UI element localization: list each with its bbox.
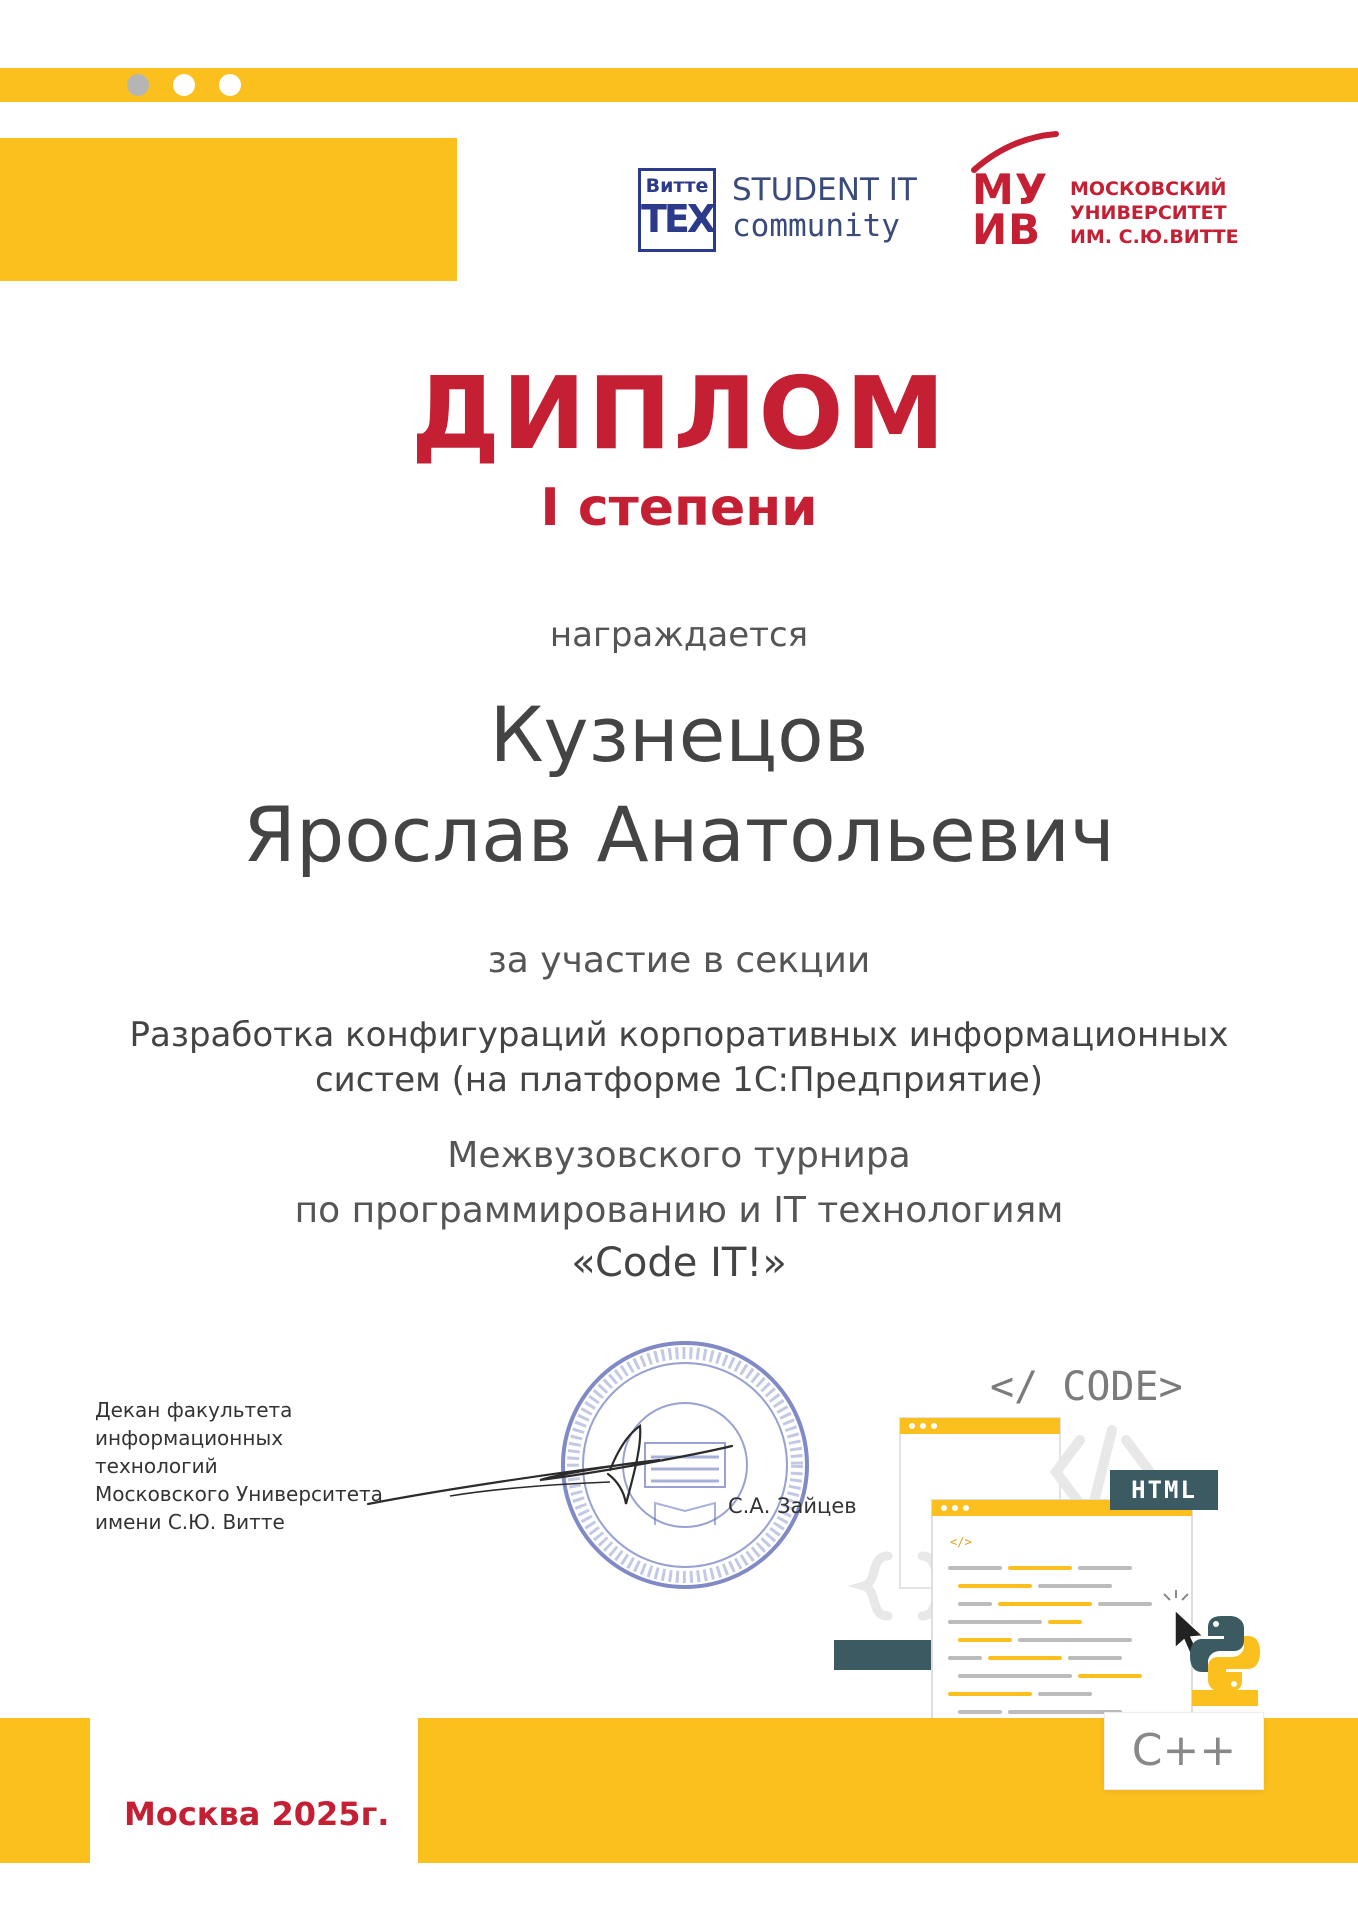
code-illustration [830,1400,1290,1760]
diploma-title: ДИПЛОМ [410,355,948,472]
recipient-surname: Кузнецов [489,690,869,779]
dean-title-line: технологий [95,1454,218,1478]
dean-title-line: Декан факультета [95,1398,293,1422]
dean-signature-icon [360,1400,740,1520]
diploma-degree: I степени [540,478,818,538]
tournament-name: «Code IT!» [571,1240,787,1286]
awarded-label: награждается [549,615,809,655]
student-it-label: STUDENT IT [732,172,917,208]
top-left-accent-block [0,138,457,281]
tournament-line: Межвузовского турнира [447,1135,911,1176]
code-title-label: </ CODE> [990,1364,1183,1410]
vitte-tex-logo [638,168,716,252]
community-label: community [732,208,900,244]
dean-title-line: Московского Университета [95,1482,383,1506]
vitte-logo-tex-text: TEX [641,197,714,241]
vitte-logo-top-text: Витте [645,175,709,197]
muiv-logo-line: МОСКОВСКИЙ [1070,178,1227,200]
section-name-line: Разработка конфигураций корпоративных информационных [129,1015,1229,1055]
window-dot-icon [219,74,241,96]
dean-title-line: информационных [95,1426,284,1450]
recipient-given-names: Ярослав Анатольевич [243,790,1115,879]
window-dot-icon [127,74,149,96]
muiv-logo-mu: МУ [972,165,1049,214]
muiv-logo-iv: ИВ [972,205,1042,254]
svg-text:</>: </> [950,1535,972,1549]
city-year-label: Москва 2025г. [124,1795,390,1833]
section-name-line: систем (на платформе 1С:Предприятие) [314,1060,1044,1100]
dean-title-line: имени С.Ю. Витте [95,1510,285,1534]
participation-label: за участие в секции [487,940,871,981]
cpp-label-box [1104,1712,1264,1790]
html-badge: HTML [1110,1470,1218,1510]
signer-name: С.А. Зайцев [728,1494,857,1518]
python-logo-icon [1190,1616,1260,1692]
cpp-label: C++ [1131,1725,1237,1776]
tournament-line: по программированию и IT технологиям [294,1190,1064,1231]
window-dot-icon [173,74,195,96]
bottom-left-accent-block [0,1718,90,1863]
top-accent-bar [0,68,1358,102]
muiv-logo-line: ИМ. С.Ю.ВИТТЕ [1070,226,1239,248]
muiv-logo-line: УНИВЕРСИТЕТ [1070,202,1227,224]
